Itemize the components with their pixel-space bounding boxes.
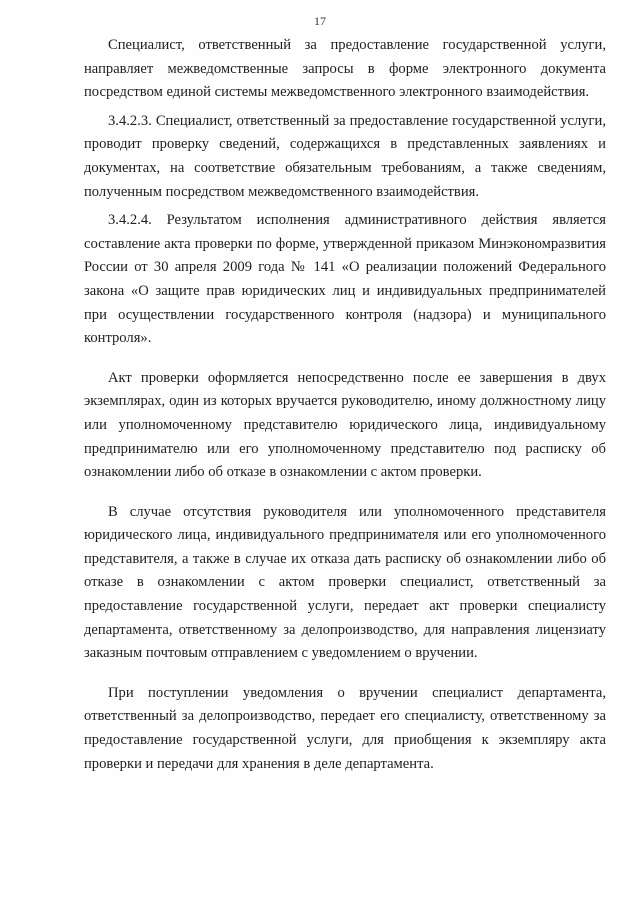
paragraph-absence-of-representative: В случае отсутствия руководителя или уполномоченного представителя юридического лица, индивидуального предпринимателя или его уполномоченного представителя, а также в случае их отказа дать расписку об ознакомлении либо об отказе в ознакомлении с актом проверки специалист, ответственный за предоставление государственной услуги, передает акт проверки специалисту департамента, ответственному за делопроизводство, для направления лицензиату заказным почтовым отправлением с уведомлением о вручении. xyxy=(84,503,606,662)
paragraph-interagency-requests: Специалист, ответственный за предоставление государственной услуги, направляет межведомственные запросы в форме электронного документа посредством единой системы межведомственного электронного взаимодействия. xyxy=(84,37,606,101)
paragraph-3-4-2-3: 3.4.2.3. Специалист, ответственный за предоставление государственной услуги, проводит проверку сведений, содержащихся в представленных заявлениях и документах, на соответствие обязательным требованиям, а также сведениям, полученным посредством межведомственного взаимодействия. xyxy=(84,112,606,200)
page-number: 17 xyxy=(314,14,326,28)
paragraph-3-4-2-4: 3.4.2.4. Результатом исполнения административного действия является составление акта проверки по форме, утвержденной приказом Минэкономразвития России от 30 апреля 2009 года № 141 «О реализации положений Федерального закона «О защите прав юридических лиц и индивидуальных предпринимателей при осуществлении государственного контроля (надзора) и муниципального контроля». xyxy=(84,212,606,347)
paragraph-delivery-notification: При поступлении уведомления о вручении специалист департамента, ответственный за делопроизводство, передает его специалисту, ответственному за предоставление государственной услуги, для приобщения к экземпляру акта проверки и передачи для хранения в деле департамента. xyxy=(84,684,606,772)
document-body xyxy=(84,34,606,781)
paragraph-inspection-act: Акт проверки оформляется непосредственно после ее завершения в двух экземплярах, один из которых вручается руководителю, иному должностному лицу или уполномоченному представителю юридического лица, индивидуальному предпринимателю или его уполномоченному представителю под расписку об ознакомлении либо об отказе в ознакомлении с актом проверки. xyxy=(84,369,606,481)
